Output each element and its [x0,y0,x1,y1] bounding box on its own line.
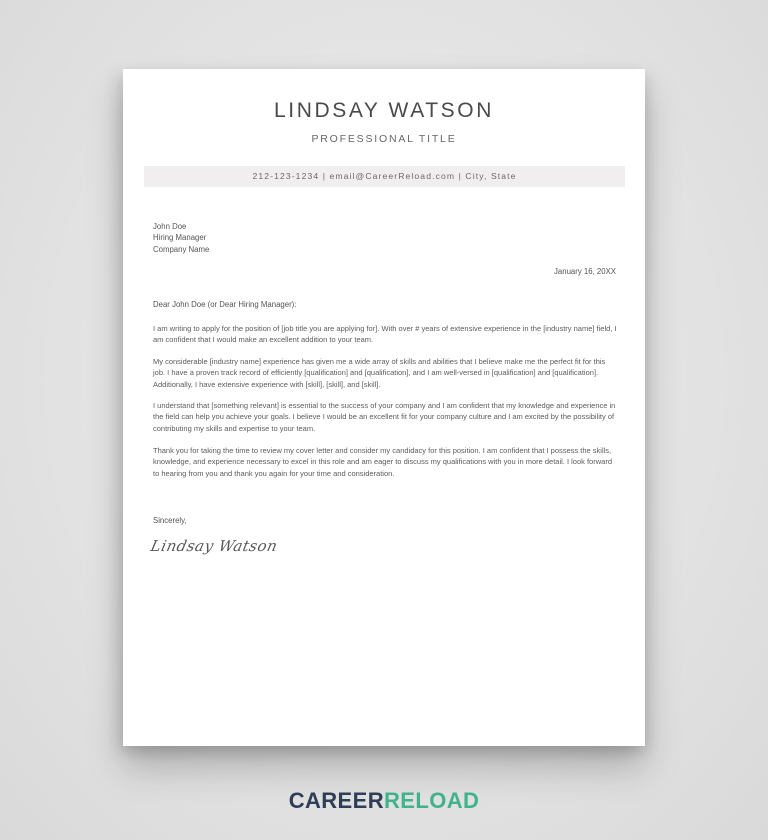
recipient-position: Hiring Manager [153,233,207,243]
body-paragraph-1: I am writing to apply for the position of [job title you are applying for]. With over # years of extensive experience in the [industry name] field, I am confident that I would make an excellent addition to your team. [153,324,617,345]
letter-date: January 16, 20XX [554,267,616,276]
body-paragraph-2: My considerable [industry name] experience has given me a wide array of skills and abilities that I believe make me the perfect fit for this job. I have a proven track record of efficiently [qualification] and [qualification], and I am well-versed in [qualification] and [qualification]. Additionally, I have extensive experience with [skill], [skill], and [skill]. [153,357,606,389]
brand-logo [0,788,768,814]
recipient-block [153,221,209,255]
recipient-name: John Doe [153,222,187,231]
professional-title: PROFESSIONAL TITLE [311,133,457,145]
brand-logo-career: CAREER [288,788,384,813]
recipient-company: Company Name [153,244,210,254]
closing: Sincerely, [153,516,187,525]
salutation: Dear John Doe (or Dear Hiring Manager): [153,300,297,309]
cover-letter-page [123,69,645,746]
body-paragraph-4: Thank you for taking the time to review my cover letter and consider my candidacy for this position. I am confident that I possess the skills, knowledge, and experience necessary to excel in this role and am eager to discuss my qualifications with you in more detail. I look forward to hearing from you and thank you again for your time and consideration. [153,446,612,478]
body-paragraph-3: I understand that [something relevant] is essential to the success of your company and I am confident that my knowledge and experience in the field can help you achieve your goals. I believe I would be an excellent fit for your company culture and I am excited by the possibility of contributing my skills and expertise to your team. [153,401,616,433]
signature: Lindsay Watson [149,537,280,555]
brand-logo-reload: RELOAD [384,788,480,813]
contact-info-band: 212-123-1234 | email@CareerReload.com | City, State [144,166,625,187]
applicant-name: LINDSAY WATSON [274,99,494,122]
